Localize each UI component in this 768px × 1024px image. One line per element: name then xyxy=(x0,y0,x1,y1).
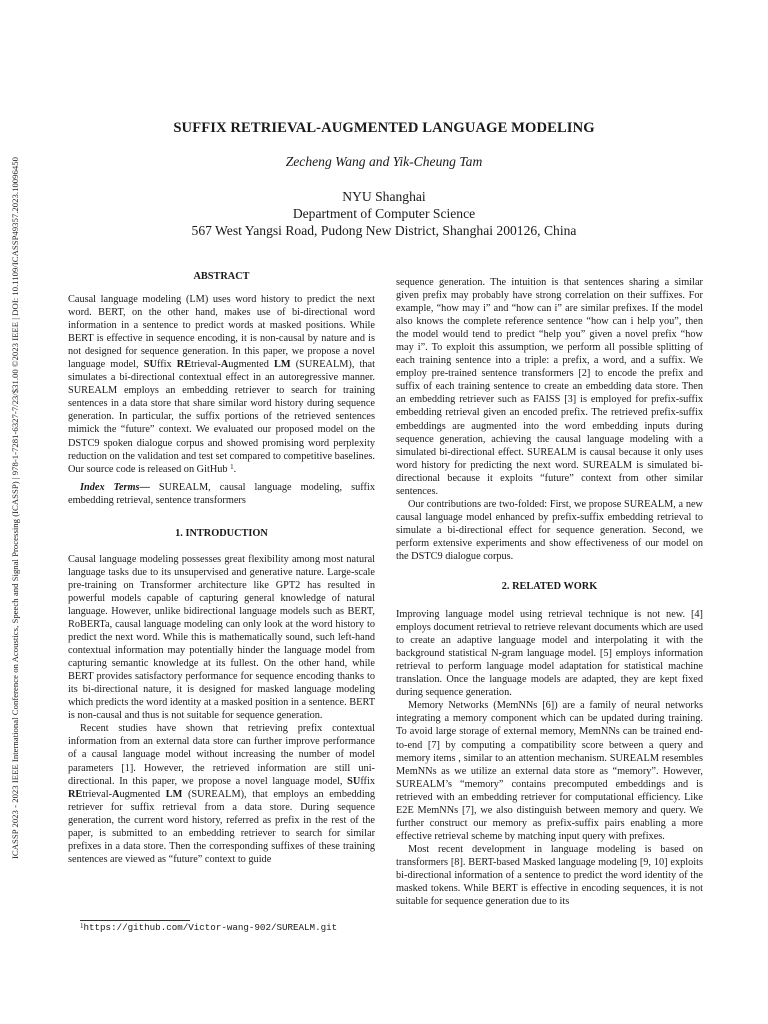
left-column xyxy=(68,270,375,866)
footnote-marker: 1 xyxy=(230,462,234,471)
affiliation-block xyxy=(0,188,768,239)
intro-paragraph-2: Recent studies have shown that retrieving prefix contextual information from an external data store can further improve performance of a causal language model without increasing the number of model parameters [1]. However, the retrieved information are still uni-directional. In this paper, we propose a novel language model, SUffix REtrieval-Augmented LM (SUREALM), that employs an embedding retriever for suffix retrieval from a data store. During sequence generation, the current word history, referred as prefix in the rest of the paper, is submitted to an embedding retriever to search for similar prefixes in a data store. Then the corresponding suffixes of these training sentences are viewed as “future” context to guide xyxy=(68,723,375,865)
index-terms-label: Index Terms— xyxy=(80,481,150,493)
right-column xyxy=(396,276,703,908)
affiliation-line-address: 567 West Yangsi Road, Pudong New District, Shanghai 200126, China xyxy=(191,223,577,238)
related-work-paragraph-2: Memory Networks (MemNNs [6]) are a family of neural networks integrating a memory component which can be updated during training. To avoid large storage of external memory, MemNNs can be trained end-to-end [7] by computing a compatibility score between a query and memory items , similar to an attention mechanism. SUREALM resembles MemNNs as we utilize an external data store as “memory”. However, SUREALM’s “memory” contains precomputed embeddings and is retrieved with an embedding retriever for computational efficiency. Like E2E MemNNs [7], we also distinguish between memory and query. We further construct our memory as prefix-suffix pairs enabling a more effective retrieval scheme by matching input query with prefixes. xyxy=(396,700,703,842)
index-terms: Index Terms— SUREALM, causal language modeling, suffix embedding retrieval, sentence transformers xyxy=(68,481,375,506)
paper-authors: Zecheng Wang and Yik-Cheung Tam xyxy=(285,154,483,169)
introduction-heading: 1. INTRODUCTION xyxy=(175,527,268,539)
footnote xyxy=(80,922,337,934)
intro-paragraph-1: Causal language modeling possesses great flexibility among most natural language tasks due to its unsupervised and generative nature. Large-scale pre-training on Transformer architecture like GPT2 has resulted in powerful models capable of capturing general knowledge of natural language. However, unlike bidirectional language models such as BERT, RoBERTa, causal language modeling can only look at the word history to predict the next word. While this is mathematically sound, such left-hand contextual information may potentially hinder the language model from capturing semantic knowledge at its fullest. On the other hand, while BERT provides satisfactory performance for sequence encoding thanks to its bi-directional nature, it is designed for masked language modeling which predicts the word identity at a masked position in a sentence. BERT is non-causal and thus is not suitable for sequence generation. xyxy=(68,553,375,722)
contributions-paragraph: Our contributions are two-folded: First, we propose SUREALM, a new causal language model enhanced by prefix-suffix embedding retrieval to simulate a bi-directional effect for sequence generation. Second, we perform extensive experiments and show effectiveness of our model on the DSTC9 dialogue corpus. xyxy=(396,498,703,562)
related-work-paragraph-1: Improving language model using retrieval technique is not new. [4] employs document retrieval to retrieve relevant documents which are used to create an adaptive language model and interpolating it with the background statistical N-gram language model. [5] employs information retrieval to perform language model adaptation for statistical machine translation. Once the language models are adapted, they are kept fixed during sequence generation. xyxy=(396,609,703,699)
abstract-paragraph: Causal language modeling (LM) uses word history to predict the next word. BERT, on the other hand, makes use of bi-directional word information in a sentence to predict words at masked positions. While BERT is effective in sequence encoding, it is non-causal by nature and is not designed for sequence generation. In this paper, we propose a novel language model, SUffix REtrieval-Augmented LM (SUREALM), that simulates a bi-directional contextual effect in an autoregressive manner. SUREALM employs an embedding retriever to search for training sentences in a data store that share similar word history during sequence generation. In particular, the suffix portions of the retrieved sentences mimick the “future” context. We evaluated our proposed model on the DSTC9 spoken dialogue corpus and showed promising word perplexity reduction on the validation and test set compared to competitive baselines. Our source code is released on GitHub $^1$. xyxy=(68,294,375,475)
footnote-number: 1 xyxy=(80,922,84,930)
footnote-divider xyxy=(80,920,190,921)
related-work-heading: 2. RELATED WORK xyxy=(501,581,598,593)
affiliation-line-department: Department of Computer Science xyxy=(292,206,476,221)
affiliation-line-institution: NYU Shanghai xyxy=(342,189,426,204)
intro-paragraph-3: sequence generation. The intuition is that sentences sharing a similar given prefix may probably have strong correlation on their suffixes. For example, “how may i” and “how can i” are similar prefixes. If the model also knows the complete reference sentence “how can i help you”, then the model would tend to predict “help you” given a novel prefix “how may i”. To exploit this assumption, we perform all possible splitting of each training sentence into a triple: a prefix, a word, and a suffix. We employ pre-trained sentence transformers [2] to encode the prefix and suffix of each training sentence to create an embedding data store. Then an embedding retriever such as FAISS [3] is employed for prefix-suffix embedding retrieval given an encoded prefix. The retrieved prefix-suffix embeddings are augmented into the word embedding inputs during sequence generation, achieving the causal language modeling with a simulated bi-directional effect. SUREALM is causal because it only uses word history for predicting the next word. SUREALM is simulated bi-directional because it exploits “future” context from other similar sentences. xyxy=(396,277,703,497)
abstract-heading: ABSTRACT xyxy=(193,271,250,282)
related-work-paragraph-3: Most recent development in language modeling is based on transformers [8]. BERT-based Masked language modeling [9, 10] exploits bi-directional information of a sentence to predict the word identity of the masked tokens. While BERT is effective in encoding sequences, it is not suitable for sequence generation due to its xyxy=(396,843,703,908)
paper-title: SUFFIX RETRIEVAL-AUGMENTED LANGUAGE MODELING xyxy=(173,120,595,136)
conference-doi-text: ICASSP 2023 - 2023 IEEE International Conference on Acoustics, Speech and Signal Processing (ICASSP) | 978-1-7281-6327-7/23/$31.00 ©2023 IEEE | DOI: 10.1109/ICASSP49357.2023.10096450 xyxy=(10,157,20,859)
github-url-link[interactable]: https://github.com/Victor-wang-902/SUREALM.git xyxy=(83,922,338,933)
